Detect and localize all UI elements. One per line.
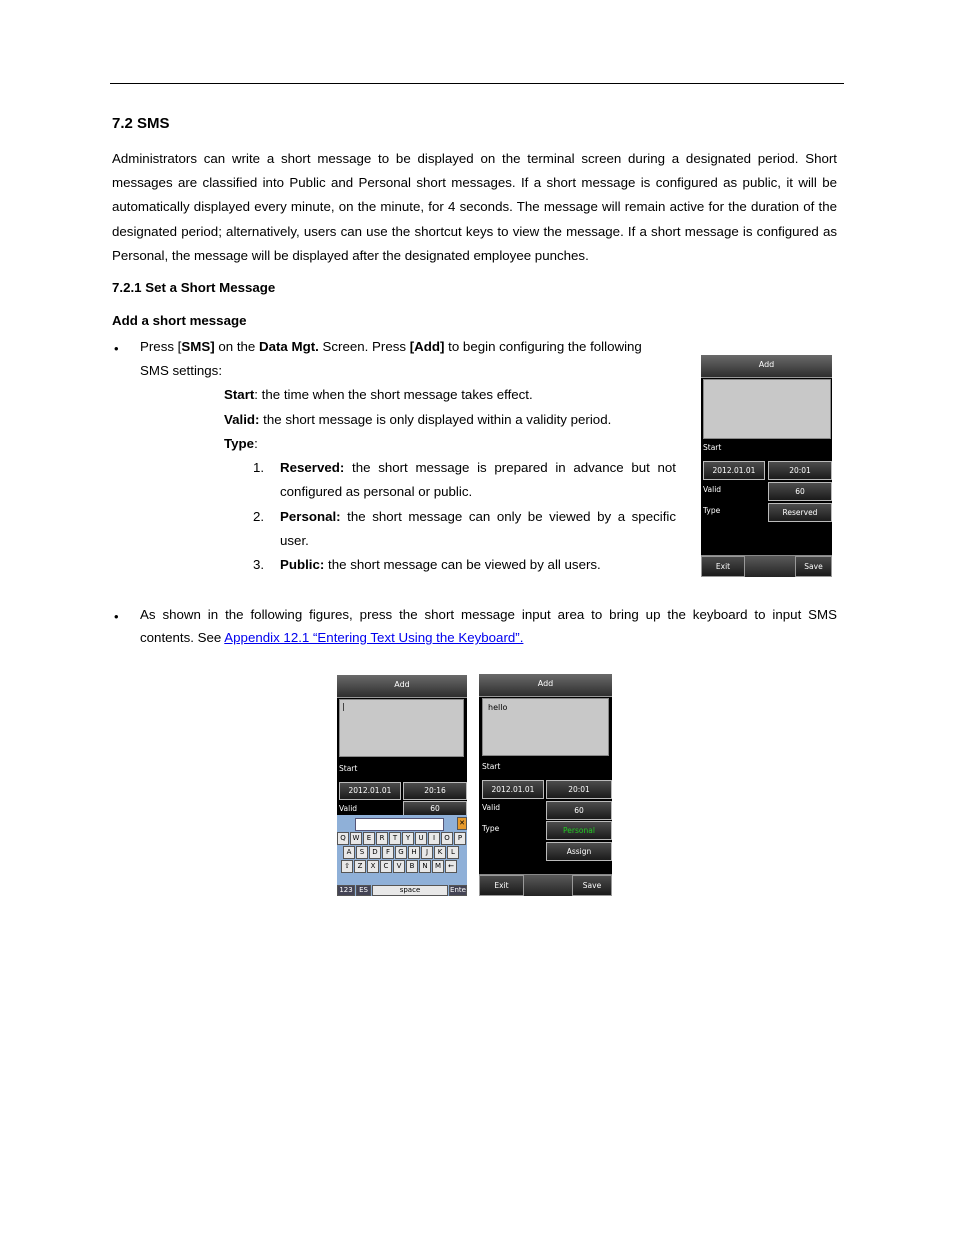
valid-button[interactable]: 60 [768,482,832,501]
keyboard-key[interactable]: W [350,832,362,845]
keyboard-input-field[interactable] [355,818,444,831]
exit-button[interactable]: Exit [701,556,745,577]
keyboard-key[interactable]: C [380,860,392,873]
device-screen-keyboard [337,675,467,896]
screen-title: Add [701,355,832,378]
space-key[interactable]: space [372,885,448,896]
keyboard-key[interactable]: Z [354,860,366,873]
type-desc: Type: [224,436,258,451]
type-item-num: 1. [253,460,265,475]
valid-label: Valid [703,485,722,494]
type-button[interactable]: Personal [546,821,612,840]
keyboard-key[interactable]: T [389,832,401,845]
type-item: Reserved: the short message is prepared in advance but not [280,460,676,475]
start-date-button[interactable]: 2012.01.01 [703,461,765,480]
start-label: Start [339,764,358,773]
onscreen-keyboard [337,815,467,896]
start-desc: Start: the time when the short message takes effect. [224,387,533,402]
keyboard-key[interactable]: K [434,846,446,859]
keyboard-key[interactable]: S [356,846,368,859]
keyboard-key[interactable]: A [343,846,355,859]
type-item-cont: user. [280,533,309,548]
device-screen-add-personal [479,674,612,896]
bullet-2: • [114,609,119,624]
keyboard-key[interactable]: J [421,846,433,859]
keyboard-key[interactable]: M [432,860,444,873]
appendix-link[interactable]: Appendix 12.1 “Entering Text Using the Keyboard”. [224,630,524,645]
valid-desc: Valid: the short message is only displayed within a validity period. [224,412,612,427]
header-rule [110,83,844,84]
exit-button[interactable]: Exit [479,875,524,896]
valid-label: Valid [339,804,358,813]
type-item: Public: the short message can be viewed by all users. [280,557,601,572]
type-item-num: 3. [253,557,265,572]
keyboard-key[interactable]: B [406,860,418,873]
keyboard-key[interactable]: O [441,832,453,845]
keyboard-key[interactable]: ⇧ [341,860,353,873]
start-time-button[interactable]: 20:16 [403,782,467,800]
enter-key[interactable]: Ente [450,886,466,894]
keyboard-key[interactable]: U [415,832,427,845]
valid-label: Valid [482,803,501,812]
keyboard-key[interactable]: D [369,846,381,859]
bullet-1: • [114,341,119,356]
step2-line2: contents. See Appendix 12.1 “Entering Text Using the Keyboard”. [140,630,524,645]
keyboard-key[interactable]: Y [402,832,414,845]
keyboard-key[interactable]: I [428,832,440,845]
type-item-num: 2. [253,509,265,524]
keyboard-key[interactable]: X [367,860,379,873]
intro-paragraph: Administrators can write a short message to be displayed on the terminal screen during a designated period. Short messages are classified into Public and Personal short messages. If a short message is configured as public, it will be automatically displayed every minute, on the minute, for 4 seconds. The message will remain active for the duration of the designated period; alternatively, users can use the shortcut keys to view the message. If a short message is configured as Personal, the message will be displayed after the designated employee punches. [112,151,837,263]
step1-line1: Press [SMS] on the Data Mgt. Screen. Press [Add] to begin configuring the following [140,339,642,354]
valid-button[interactable]: 60 [546,801,612,820]
start-date-button[interactable]: 2012.01.01 [482,780,544,799]
start-label: Start [482,762,501,771]
save-button[interactable]: Save [795,556,832,577]
message-input-area[interactable]: | [339,699,464,757]
assign-button[interactable]: Assign [546,842,612,861]
step1-line2: SMS settings: [140,363,223,378]
keyboard-key[interactable]: N [419,860,431,873]
keyboard-key[interactable]: F [382,846,394,859]
screen-title: Add [337,675,467,698]
language-key[interactable]: ES [356,885,371,896]
start-label: Start [703,443,722,452]
keyboard-key[interactable]: L [447,846,459,859]
numeric-key[interactable]: 123 [337,885,355,896]
section-title: 7.2 SMS [112,115,170,132]
keyboard-key[interactable]: R [376,832,388,845]
subsection-heading: Add a short message [112,313,247,328]
type-label: Type [703,506,721,515]
type-button[interactable]: Reserved [768,503,832,522]
device-screen-add-reserved [701,355,832,577]
subsection-title: 7.2.1 Set a Short Message [112,280,276,295]
keyboard-key[interactable]: H [408,846,420,859]
start-date-button[interactable]: 2012.01.01 [339,782,401,800]
message-input-area[interactable] [703,379,831,439]
screen-title: Add [479,674,612,697]
step2-line1: As shown in the following figures, press the short message input area to bring up the keyboard to input SMS [140,607,837,622]
keyboard-key[interactable]: G [395,846,407,859]
valid-button[interactable]: 60 [403,801,467,816]
close-icon[interactable]: ✕ [457,817,467,830]
type-item: Personal: the short message can only be viewed by a specific [280,509,676,524]
keyboard-key[interactable]: V [393,860,405,873]
start-time-button[interactable]: 20:01 [546,780,612,799]
message-input-area[interactable]: hello [482,698,609,756]
keyboard-key[interactable]: E [363,832,375,845]
type-label: Type [482,824,500,833]
keyboard-key[interactable]: ← [445,860,457,873]
keyboard-key[interactable]: P [454,832,466,845]
start-time-button[interactable]: 20:01 [768,461,832,480]
save-button[interactable]: Save [572,875,612,896]
keyboard-key[interactable]: Q [337,832,349,845]
type-item-cont: configured as personal or public. [280,484,473,499]
